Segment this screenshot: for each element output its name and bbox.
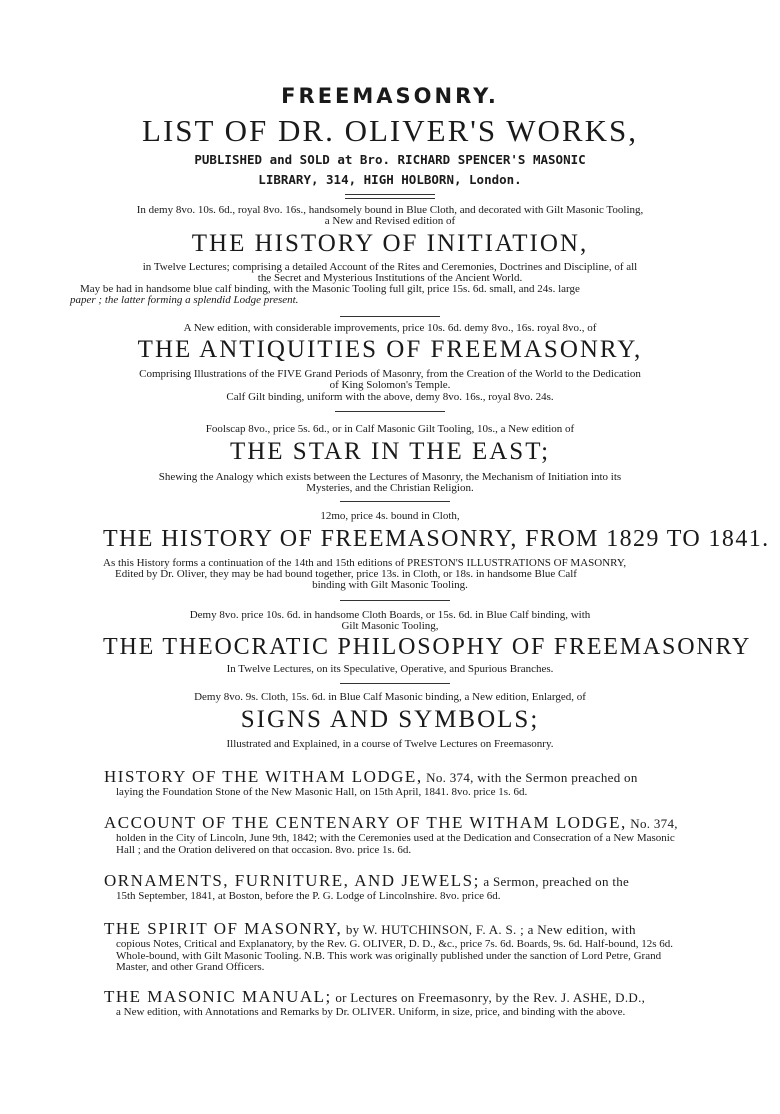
- divider: [345, 194, 435, 199]
- entry-rest: or Lectures on Freemasonry, by the Rev. J. ASHE, D.D.,: [331, 990, 646, 1005]
- list-item: [104, 814, 684, 856]
- entry-rest: by W. HUTCHINSON, F. A. S. ; a New edition, with: [342, 922, 636, 937]
- entry-head: HISTORY OF THE WITHAM LODGE,: [104, 767, 423, 786]
- divider: [340, 600, 450, 601]
- star-intro: Foolscap 8vo., price 5s. 6d., or in Calf Masonic Gilt Tooling, 10s., a New edition of: [205, 423, 575, 435]
- theocratic-desc: In Twelve Lectures, on its Speculative, Operative, and Spurious Branches.: [226, 663, 554, 675]
- list-item: [104, 988, 684, 1019]
- initiation-intro-1: In demy 8vo. 10s. 6d., royal 8vo. 16s., handsomely bound in Blue Cloth, and decorated with Gilt Masonic Tooling,: [136, 204, 644, 216]
- antiquities-desc-1: Comprising Illustrations of the FIVE Grand Periods of Masonry, from the Creation of the World to the Dedication: [139, 368, 641, 380]
- entry-body: a New edition, with Annotations and Remarks by Dr. OLIVER. Uniform, in size, price, and binding with the above.: [116, 1006, 626, 1018]
- entry-body: laying the Foundation Stone of the New Masonic Hall, on 15th April, 1841. 8vo. price 1s. 6d.: [116, 786, 528, 798]
- initiation-title: THE HISTORY OF INITIATION,: [191, 230, 589, 257]
- list-item: [104, 872, 684, 903]
- entry-rest: No. 374,: [626, 816, 678, 831]
- publisher-block: [0, 150, 780, 190]
- history-title: THE HISTORY OF FREEMASONRY, FROM 1829 TO 1841.: [103, 526, 770, 552]
- entry-head: THE MASONIC MANUAL;: [104, 987, 332, 1006]
- star-title: THE STAR IN THE EAST;: [229, 438, 551, 465]
- list-item: [104, 920, 684, 974]
- entry-head: ACCOUNT OF THE CENTENARY OF THE WITHAM LODGE,: [104, 813, 627, 832]
- entry-body: holden in the City of Lincoln, June 9th, 1842; with the Ceremonies used at the Dedication and Consecration of a New Masonic Hall ; and the Oration delivered on that occasion. 8vo. price 1s. 6d.: [116, 832, 675, 856]
- entry-head: ORNAMENTS, FURNITURE, AND JEWELS;: [104, 871, 480, 890]
- entry-head: THE SPIRIT OF MASONRY,: [104, 919, 343, 938]
- divider: [340, 683, 450, 684]
- theocratic-intro-1: Demy 8vo. price 10s. 6d. in handsome Cloth Boards, or 15s. 6d. in Blue Calf binding, with: [189, 609, 591, 621]
- entry-body: 15th September, 1841, at Boston, before the P. G. Lodge of Lincolnshire. 8vo. price 6d.: [116, 890, 501, 902]
- works-list-heading: LIST OF DR. OLIVER'S WORKS,: [142, 113, 638, 148]
- initiation-desc-4: paper ; the latter forming a splendid Lodge present.: [70, 294, 299, 306]
- theocratic-intro-2: Gilt Masonic Tooling,: [341, 620, 439, 632]
- divider: [335, 411, 445, 412]
- signs-title: SIGNS AND SYMBOLS;: [240, 706, 540, 733]
- antiquities-intro: A New edition, with considerable improvements, price 10s. 6d. demy 8vo., 16s. royal 8vo., of: [183, 322, 597, 334]
- signs-intro: Demy 8vo. 9s. Cloth, 15s. 6d. in Blue Calf Masonic binding, a New edition, Enlarged, of: [194, 691, 586, 703]
- theocratic-title: THE THEOCRATIC PHILOSOPHY OF FREEMASONRY: [103, 634, 752, 660]
- signs-desc: Illustrated and Explained, in a course of Twelve Lectures on Freemasonry.: [226, 738, 554, 750]
- publisher-line-1: PUBLISHED and SOLD at Bro. RICHARD SPENCER'S MASONIC: [194, 152, 586, 167]
- antiquities-title: THE ANTIQUITIES OF FREEMASONRY,: [137, 336, 643, 363]
- antiquities-desc-2: of King Solomon's Temple.: [329, 379, 451, 391]
- initiation-desc-1: in Twelve Lectures; comprising a detailed Account of the Rites and Ceremonies, Doctrines and Discipline, of all: [142, 261, 638, 273]
- history-desc-3: binding with Gilt Masonic Tooling.: [312, 579, 468, 591]
- divider: [340, 316, 440, 317]
- main-title: FREEMASONRY.: [281, 84, 499, 108]
- entry-rest: a Sermon, preached on the: [479, 874, 630, 889]
- history-intro: 12mo, price 4s. bound in Cloth,: [320, 510, 460, 522]
- star-desc-1: Shewing the Analogy which exists between the Lectures of Masonry, the Mechanism of Initiation into its: [158, 471, 622, 483]
- history-desc-2: Edited by Dr. Oliver, they may be had bound together, price 13s. in Cloth, or 18s. in handsome Blue Calf: [115, 568, 577, 580]
- divider: [340, 501, 450, 502]
- entry-body: copious Notes, Critical and Explanatory, by the Rev. G. OLIVER, D. D., &c., price 7s. 6d. Boards, 9s. 6d. Half-bound, 12s 6d. Whole-bound, with Gilt Masonic Tooling. N.B. This work was originally published under the sanction of Lord Petre, Grand Master, and other Grand Officers.: [116, 938, 674, 973]
- initiation-desc-2: the Secret and Mysterious Institutions of the Ancient World.: [257, 272, 523, 284]
- star-desc-2: Mysteries, and the Christian Religion.: [306, 482, 474, 494]
- antiquities-desc-3: Calf Gilt binding, uniform with the above, demy 8vo. 16s., royal 8vo. 24s.: [226, 391, 554, 403]
- publisher-line-2: LIBRARY, 314, HIGH HOLBORN, London.: [258, 172, 522, 187]
- list-item: [104, 768, 684, 799]
- initiation-desc-3: May be had in handsome blue calf binding, with the Masonic Tooling full gilt, price 15s. 6d. small, and 24s. large: [80, 283, 580, 295]
- history-desc-1: As this History forms a continuation of the 14th and 15th editions of PRESTON'S ILLUSTRATIONS OF MASONRY,: [103, 557, 627, 569]
- entry-rest: No. 374, with the Sermon preached on: [422, 770, 638, 785]
- initiation-intro-2: a New and Revised edition of: [324, 215, 456, 227]
